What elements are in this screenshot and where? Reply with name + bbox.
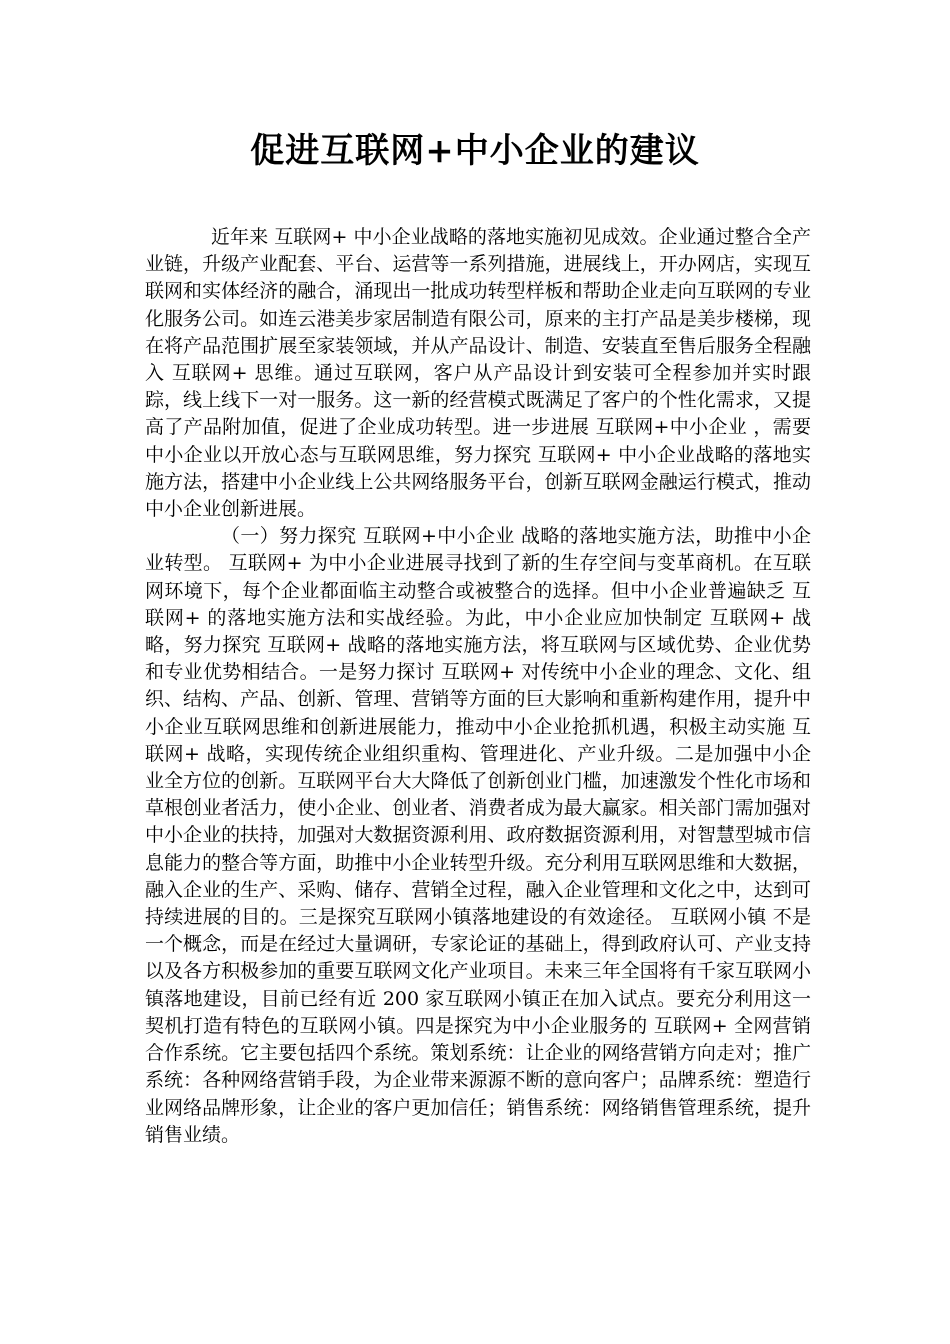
document-body [145, 224, 811, 1149]
document-title: 促进互联网+中小企业的建议 [250, 131, 700, 171]
paragraph-intro: 近年来 互联网+ 中小企业战略的落地实施初见成效。企业通过整合全产业链，升级产业配套、平台、运营等一系列措施，进展线上，开办网店，实现互联网和实体经济的融合，涌现出一批成功转型样板和帮助企业走向互联网的专业化服务公司。如连云港美步家居制造有限公司，原来的主打产品是美步楼梯，现在将产品范围扩展至家装领域，并从产品设计、制造、安装直至售后服务全程融入 互联网+ 思维。通过互联网，客户从产品设计到安装可全程参加并实时跟踪，线上线下一对一服务。这一新的经营模式既满足了客户的个性化需求，又提高了产品附加值，促进了企业成功转型。进一步进展 互联网+中小企业 ，需要中小企业以开放心态与互联网思维，努力探究 互联网+ 中小企业战略的落地实施方法，搭建中小企业线上公共网络服务平台，创新互联网金融运行模式，推动中小企业创新进展。 [145, 226, 811, 521]
paragraph-section-1: （一）努力探究 互联网+中小企业 战略的落地实施方法，助推中小企业转型。 互联网+ 为中小企业进展寻找到了新的生存空间与变革商机。在互联网环境下，每个企业都面临主动整合或被整合的选择。但中小企业普遍缺乏 互联网+ 的落地实施方法和实战经验。为此，中小企业应加快制定 互联网+ 战略，努力探究 互联网+ 战略的落地实施方法，将互联网与区域优势、企业优势和专业优势相结合。一是努力探讨 互联网+ 对传统中小企业的理念、文化、组织、结构、产品、创新、管理、营销等方面的巨大影响和重新构建作用，提升中小企业互联网思维和创新进展能力，推动中小企业抢抓机遇，积极主动实施 互联网+ 战略，实现传统企业组织重构、管理进化、产业升级。二是加强中小企业全方位的创新。互联网平台大大降低了创新创业门槛，加速激发个性化市场和草根创业者活力，使小企业、创业者、消费者成为最大赢家。相关部门需加强对中小企业的扶持，加强对大数据资源利用、政府数据资源利用，对智慧型城市信息能力的整合等方面，助推中小企业转型升级。充分利用互联网思维和大数据，融入企业的生产、采购、储存、营销全过程，融入企业管理和文化之中，达到可持续进展的目的。三是探究互联网小镇落地建设的有效途径。 互联网小镇 不是一个概念，而是在经过大量调研，专家论证的基础上，得到政府认可、产业支持以及各方积极参加的重要互联网文化产业项目。未来三年全国将有千家互联网小镇落地建设，目前已经有近 200 家互联网小镇正在加入试点。要充分利用这一契机打造有特色的互联网小镇。四是探究为中小企业服务的 互联网+ 全网营销合作系统。它主要包括四个系统。策划系统：让企业的网络营销方向走对；推广系统：各种网络营销手段，为企业带来源源不断的意向客户；品牌系统：塑造行业网络品牌形象，让企业的客户更加信任；销售系统：网络销售管理系统，提升销售业绩。 [145, 525, 811, 1146]
